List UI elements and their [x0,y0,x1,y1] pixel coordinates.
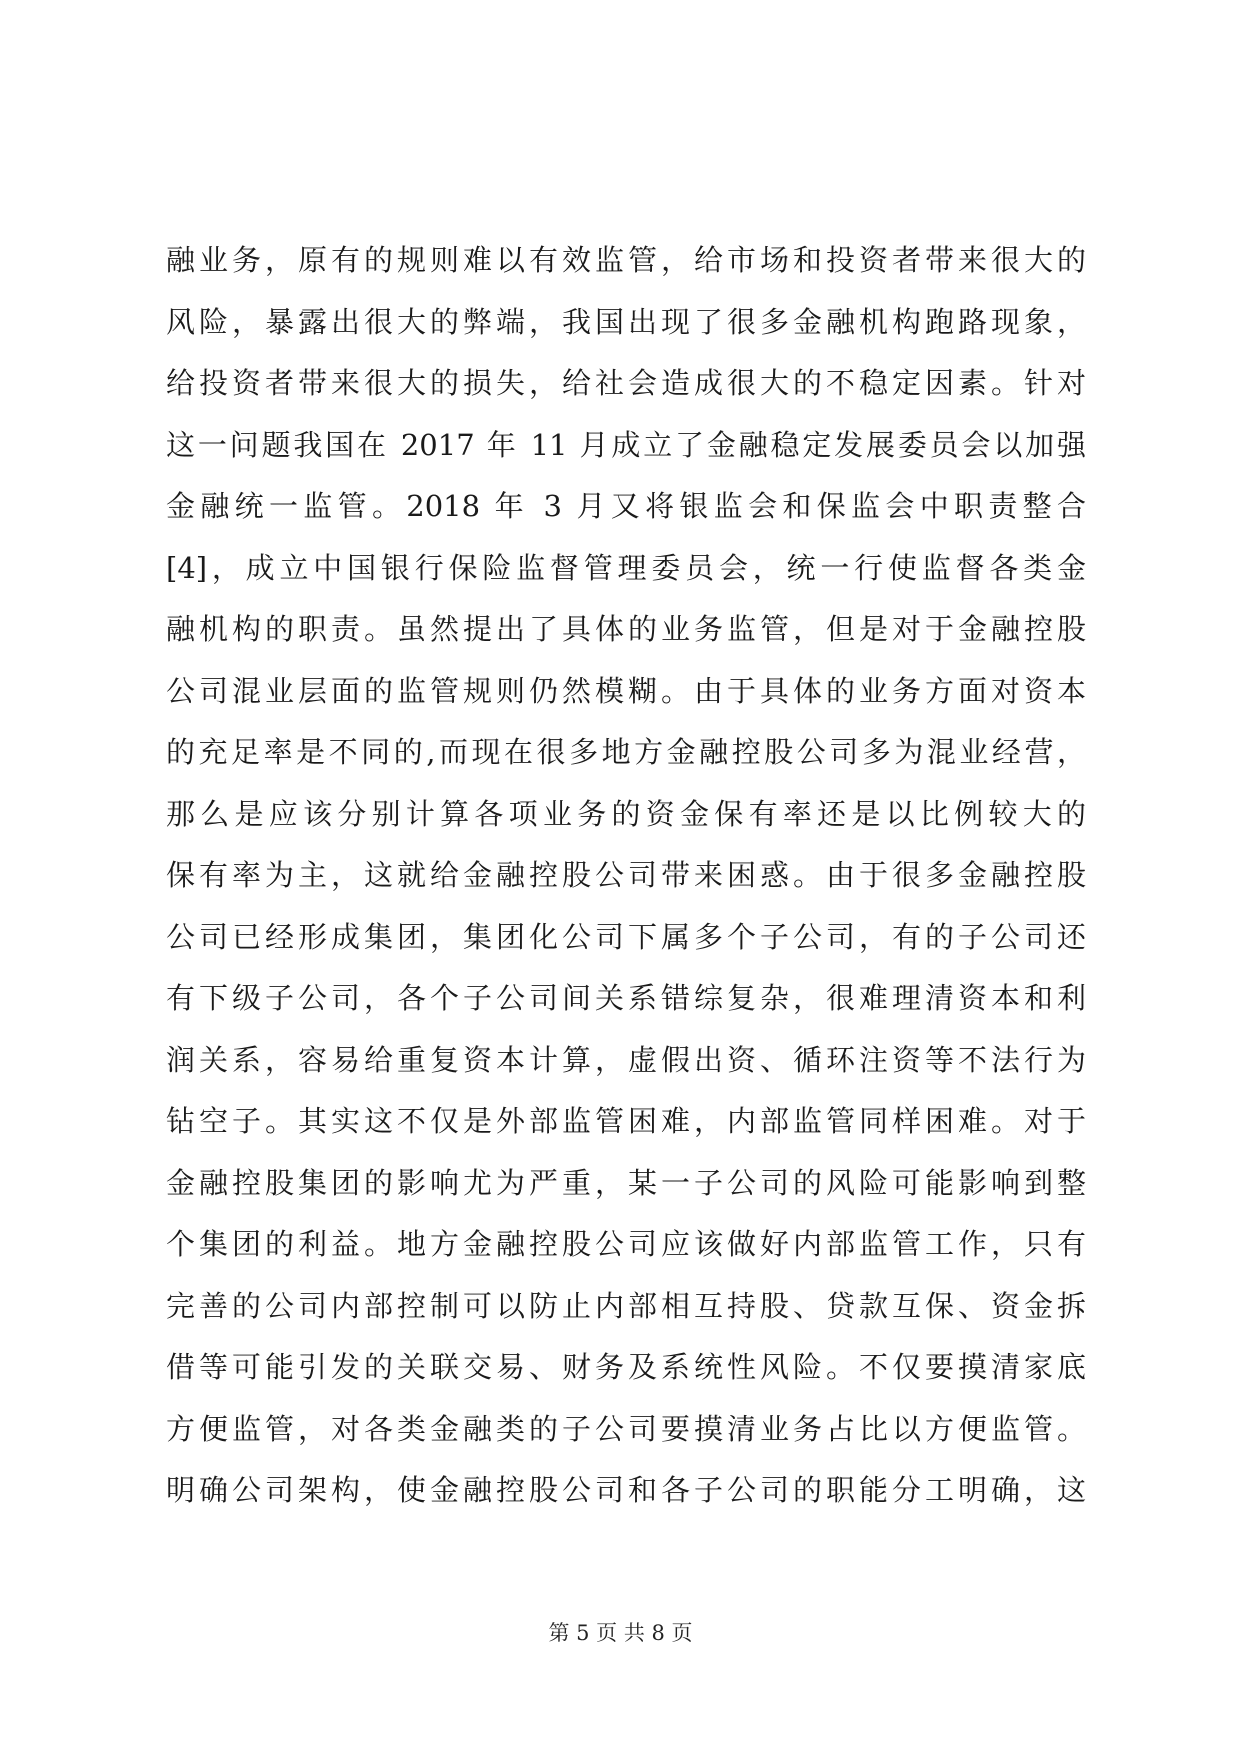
text-line: 公司已经形成集团，集团化公司下属多个子公司，有的子公司还 [166,919,1086,954]
text-line: 那么是应该分别计算各项业务的资金保有率还是以比例较大的 [166,796,1086,831]
text-line: 有下级子公司，各个子公司间关系错综复杂，很难理清资本和利 [166,981,1086,1015]
text-line: 金融控股集团的影响尤为严重，某一子公司的风险可能影响到整 [166,1165,1086,1200]
text-line: 公司混业层面的监管规则仍然模糊。由于具体的业务方面对资本 [166,673,1086,708]
text-line: 的充足率是不同的,而现在很多地方金融控股公司多为混业经营， [166,735,1086,769]
text-line: 个集团的利益。地方金融控股公司应该做好内部监管工作，只有 [166,1227,1086,1261]
text-line: 融业务，原有的规则难以有效监管，给市场和投资者带来很大的 [166,243,1086,277]
text-line: 给投资者带来很大的损失，给社会造成很大的不稳定因素。针对 [166,366,1086,400]
text-line: 金融统一监管。2018 年 3 月又将银监会和保监会中职责整合 [166,489,1086,523]
text-line: 借等可能引发的关联交易、财务及系统性风险。不仅要摸清家底 [166,1350,1086,1384]
page-number-label: 第 5 页 共 8 页 [548,1621,693,1645]
text-line: 方便监管，对各类金融类的子公司要摸清业务占比以方便监管。 [166,1411,1086,1446]
text-line: 润关系，容易给重复资本计算，虚假出资、循环注资等不法行为 [166,1042,1086,1077]
text-line: 明确公司架构，使金融控股公司和各子公司的职能分工明确，这 [166,1473,1086,1507]
body-paragraph [166,230,1086,1522]
page-footer [0,1618,1241,1648]
text-line: 风险，暴露出很大的弊端，我国出现了很多金融机构跑路现象， [166,304,1086,339]
text-line: 钻空子。其实这不仅是外部监管困难，内部监管同样困难。对于 [166,1104,1086,1138]
text-line: 保有率为主，这就给金融控股公司带来困惑。由于很多金融控股 [166,858,1086,892]
text-line: 融机构的职责。虽然提出了具体的业务监管，但是对于金融控股 [166,612,1086,646]
text-line: 完善的公司内部控制可以防止内部相互持股、贷款互保、资金拆 [166,1288,1086,1323]
text-line: 这一问题我国在 2017 年 11 月成立了金融稳定发展委员会以加强 [166,427,1086,462]
text-line: [4]，成立中国银行保险监督管理委员会，统一行使监督各类金 [166,550,1086,585]
